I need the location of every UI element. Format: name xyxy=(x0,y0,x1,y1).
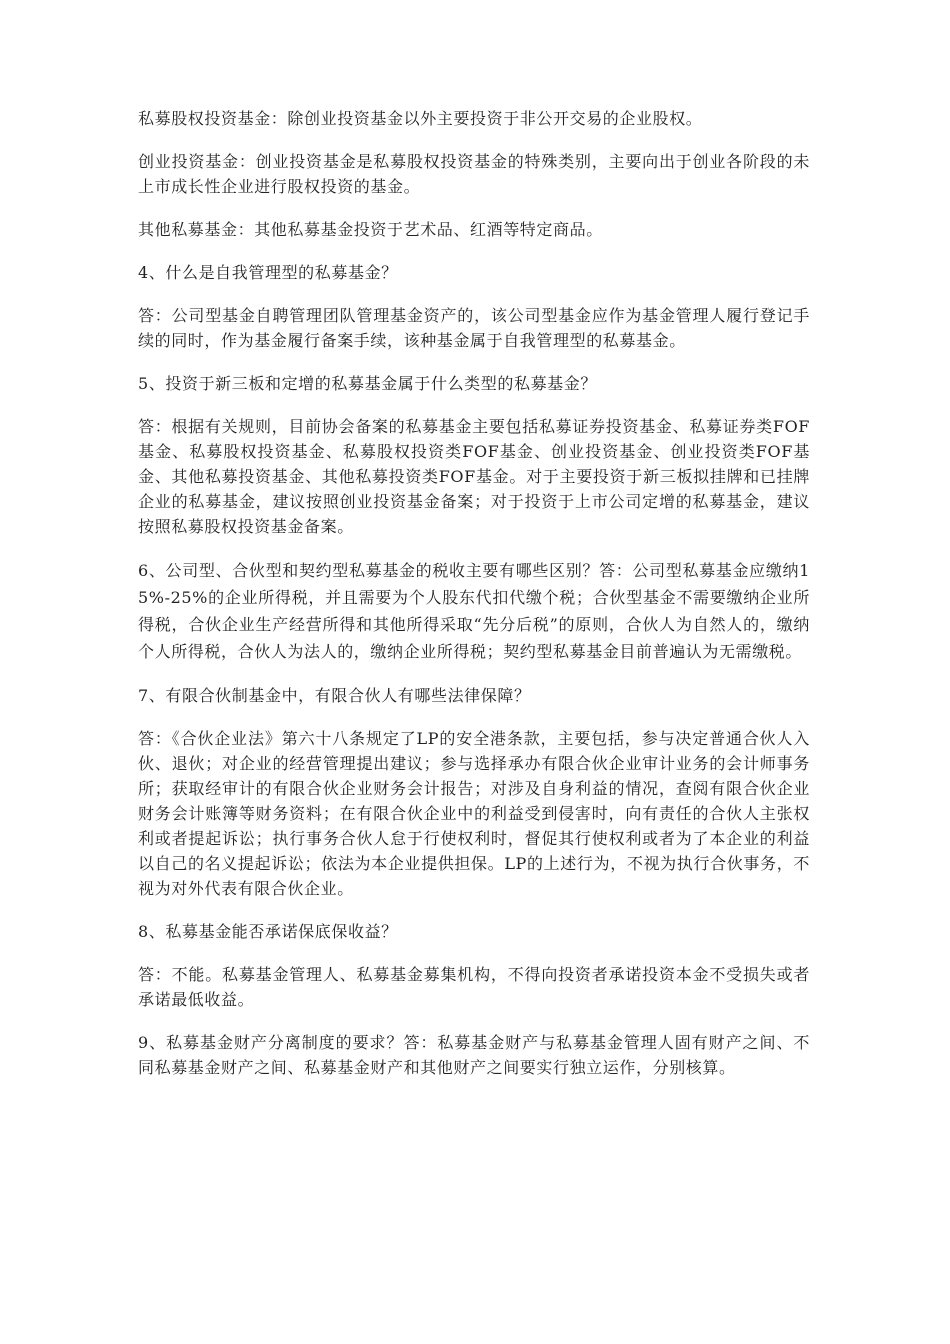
question-5-heading: 5、投资于新三板和定增的私募基金属于什么类型的私募基金？ xyxy=(138,374,597,393)
question-4-heading: 4、什么是自我管理型的私募基金？ xyxy=(138,263,398,282)
document-body xyxy=(138,106,810,1098)
answer-7-paragraph: 答：《合伙企业法》第六十八条规定了LP的安全港条款，主要包括，参与决定普通合伙人入伙、退伙；对企业的经营管理提出建议；参与选择承办有限合伙企业审计业务的会计师事务所；获取经审计的有限合伙企业财务会计报告；对涉及自身利益的情况，查阅有限合伙企业财务会计账簿等财务资料；在有限合伙企业中的利益受到侵害时，向有责任的合伙人主张权利或者提起诉讼；执行事务合伙人怠于行使权利时，督促其行使权利或者为了本企业的利益以自己的名义提起诉讼；依法为本企业提供担保。LP的上述行为，不视为执行合伙事务，不视为对外代表有限合伙企业。 xyxy=(138,729,810,898)
paragraph-private-equity-fund-definition: 私募股权投资基金：除创业投资基金以外主要投资于非公开交易的企业股权。 xyxy=(138,109,703,128)
answer-4-paragraph: 答：公司型基金自聘管理团队管理基金资产的，该公司型基金应作为基金管理人履行登记手续的同时，作为基金履行备案手续，该种基金属于自我管理型的私募基金。 xyxy=(138,306,810,350)
question-9-paragraph: 9、私募基金财产分离制度的要求？答：私募基金财产与私募基金管理人固有财产之间、不同私募基金财产之间、私募基金财产和其他财产之间要实行独立运作，分别核算。 xyxy=(138,1033,810,1077)
question-7-heading: 7、有限合伙制基金中，有限合伙人有哪些法律保障？ xyxy=(138,686,531,705)
paragraph-venture-capital-fund-definition: 创业投资基金：创业投资基金是私募股权投资基金的特殊类别，主要向出于创业各阶段的未上市成长性企业进行股权投资的基金。 xyxy=(138,152,810,196)
answer-8-paragraph: 答：不能。私募基金管理人、私募基金募集机构，不得向投资者承诺投资本金不受损失或者承诺最低收益。 xyxy=(138,965,810,1009)
question-6-paragraph: 6、公司型、合伙型和契约型私募基金的税收主要有哪些区别？答：公司型私募基金应缴纳15%-25%的企业所得税，并且需要为个人股东代扣代缴个税；合伙型基金不需要缴纳企业所得税，合伙企业生产经营所得和其他所得采取“先分后税”的原则，合伙人为自然人的，缴纳个人所得税，合伙人为法人的，缴纳企业所得税；契约型私募基金目前普遍认为无需缴税。 xyxy=(138,561,810,661)
question-8-heading: 8、私募基金能否承诺保底保收益？ xyxy=(138,922,398,941)
answer-5-paragraph: 答：根据有关规则，目前协会备案的私募基金主要包括私募证券投资基金、私募证券类FOF基金、私募股权投资基金、私募股权投资类FOF基金、创业投资基金、创业投资类FOF基金、其他私募投资基金、其他私募投资类FOF基金。对于主要投资于新三板拟挂牌和已挂牌企业的私募基金，建议按照创业投资基金备案；对于投资于上市公司定增的私募基金，建议按照私募股权投资基金备案。 xyxy=(138,417,810,536)
paragraph-other-private-fund-definition: 其他私募基金：其他私募基金投资于艺术品、红酒等特定商品。 xyxy=(138,220,603,239)
